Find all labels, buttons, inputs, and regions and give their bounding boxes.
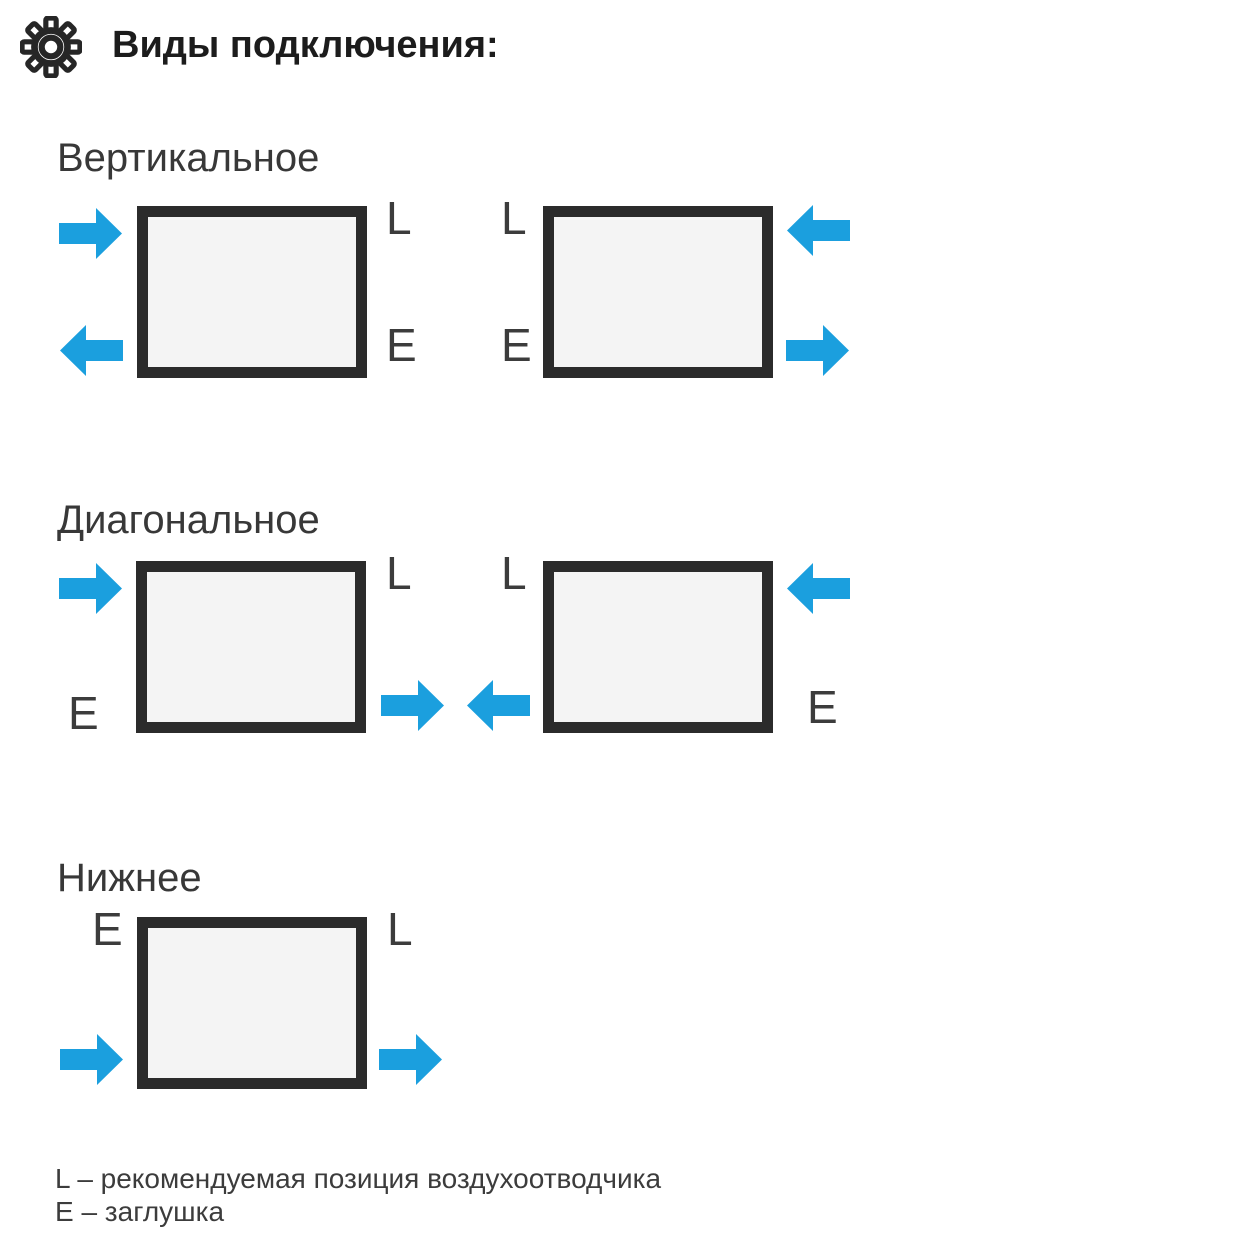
port-label: E [92,903,123,955]
port-label: L [501,547,527,599]
flow-arrow-left-icon [59,324,123,377]
port-label: E [386,319,417,371]
port-label: E [501,319,532,371]
flow-arrow-right-icon [59,207,123,260]
gear-icon [20,16,82,78]
port-label: E [68,687,99,739]
flow-arrow-left-icon [786,562,850,615]
radiator-rect [137,206,367,378]
radiator-rect [543,561,773,733]
section-label-vertical: Вертикальное [57,136,320,180]
flow-arrow-right-icon [60,1033,124,1086]
section-label-bottom: Нижнее [57,856,202,900]
flow-arrow-right-icon [786,324,850,377]
legend-line-e: E – заглушка [55,1196,225,1227]
port-label: E [807,681,838,733]
radiator-rect [137,917,367,1089]
radiator-rect [136,561,366,733]
legend-line-l: L – рекомендуемая позиция воздухоотводчика [55,1163,662,1194]
flow-arrow-right-icon [379,1033,443,1086]
port-label: L [386,547,412,599]
page-title: Виды подключения: [112,24,499,66]
legend [55,1162,661,1228]
port-label: L [387,903,413,955]
flow-arrow-left-icon [786,204,850,257]
flow-arrow-right-icon [381,679,445,732]
port-label: L [386,192,412,244]
section-label-diagonal: Диагональное [57,498,320,542]
port-label: L [501,192,527,244]
flow-arrow-right-icon [59,562,123,615]
radiator-rect [543,206,773,378]
flow-arrow-left-icon [466,679,530,732]
